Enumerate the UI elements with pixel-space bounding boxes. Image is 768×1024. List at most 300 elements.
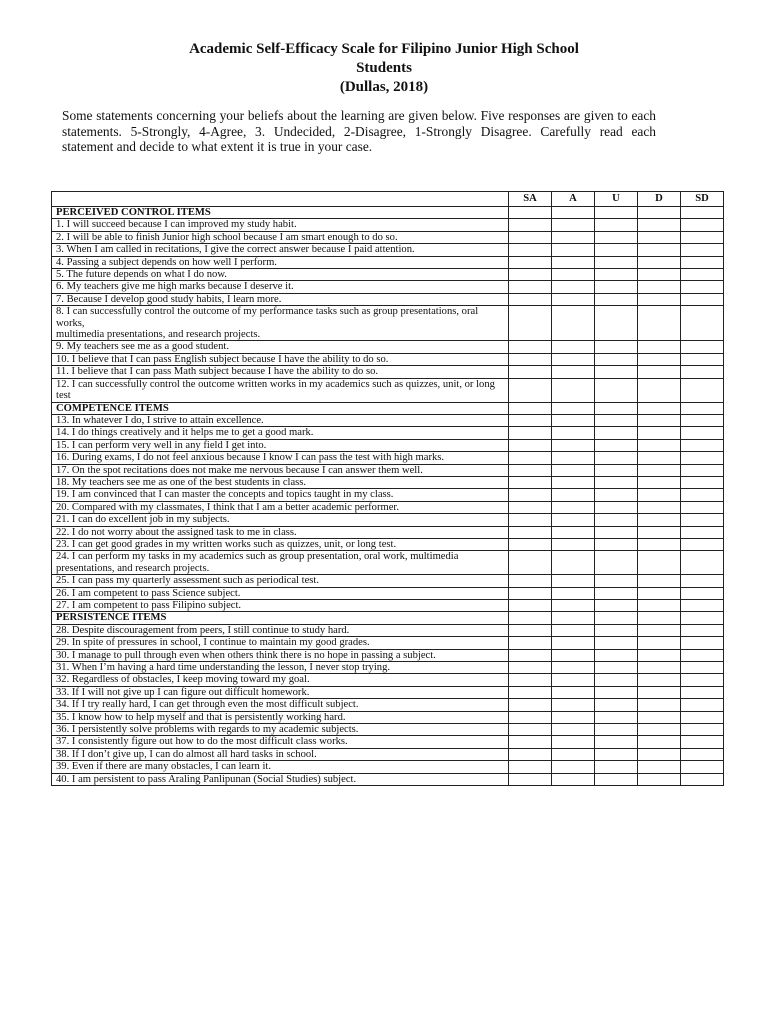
title-line-3: (Dullas, 2018) (339, 79, 429, 95)
response-cell-u[interactable] (595, 674, 638, 686)
response-cell-sd[interactable] (681, 724, 724, 736)
response-cell-sd[interactable] (681, 686, 724, 698)
response-cell-u[interactable] (595, 624, 638, 636)
statement-cell: 17. On the spot recitations does not make me nervous because I can answer them well. (52, 464, 509, 476)
response-cell-u[interactable] (595, 219, 638, 231)
response-cell-d[interactable] (638, 366, 681, 378)
response-cell-u[interactable] (595, 439, 638, 451)
response-cell-sa[interactable] (509, 244, 552, 256)
table-row (52, 244, 724, 256)
response-cell-sa[interactable] (509, 366, 552, 378)
response-cell-d (638, 402, 681, 414)
response-cell-u[interactable] (595, 761, 638, 773)
section-heading: PERSISTENCE ITEMS (52, 612, 509, 624)
response-cell-d[interactable] (638, 306, 681, 341)
response-cell-sd[interactable] (681, 244, 724, 256)
table-row (52, 748, 724, 760)
header-item-cell (52, 192, 509, 207)
response-cell-sa (509, 207, 552, 219)
response-cell-sa[interactable] (509, 256, 552, 268)
table-row (52, 281, 724, 293)
statement-cell: 7. Because I develop good study habits, I learn more. (52, 293, 509, 305)
response-cell-sa[interactable] (509, 269, 552, 281)
response-cell-u[interactable] (595, 686, 638, 698)
table-row (52, 662, 724, 674)
table-row (52, 219, 724, 231)
response-cell-u[interactable] (595, 551, 638, 575)
section-row (52, 207, 724, 219)
statement-cell: 37. I consistently figure out how to do the most difficult class works. (52, 736, 509, 748)
statement-cell: 36. I persistently solve problems with regards to my academic subjects. (52, 724, 509, 736)
response-cell-u[interactable] (595, 699, 638, 711)
response-cell-d[interactable] (638, 476, 681, 488)
table-row (52, 452, 724, 464)
response-cell-d[interactable] (638, 538, 681, 550)
table-row (52, 366, 724, 378)
response-cell-sa[interactable] (509, 414, 552, 426)
statement-cell: 38. If I don’t give up, I can do almost all hard tasks in school. (52, 748, 509, 760)
response-cell-sa[interactable] (509, 575, 552, 587)
response-cell-d[interactable] (638, 736, 681, 748)
table-row (52, 575, 724, 587)
response-cell-sd[interactable] (681, 353, 724, 365)
response-cell-d[interactable] (638, 587, 681, 599)
response-cell-sa[interactable] (509, 551, 552, 575)
response-cell-sd[interactable] (681, 341, 724, 353)
response-cell-a[interactable] (552, 281, 595, 293)
table-row (52, 711, 724, 723)
table-row (52, 293, 724, 305)
table-row (52, 674, 724, 686)
response-cell-a (552, 402, 595, 414)
response-cell-sd[interactable] (681, 219, 724, 231)
header-sd: SD (681, 192, 724, 207)
response-cell-sa[interactable] (509, 711, 552, 723)
response-cell-d[interactable] (638, 219, 681, 231)
response-cell-d[interactable] (638, 686, 681, 698)
response-cell-u[interactable] (595, 711, 638, 723)
response-cell-sd[interactable] (681, 293, 724, 305)
table-row (52, 551, 724, 575)
response-cell-d[interactable] (638, 773, 681, 785)
response-cell-u[interactable] (595, 538, 638, 550)
response-cell-sa[interactable] (509, 748, 552, 760)
statement-cell: 31. When I’m having a hard time understanding the lesson, I never stop trying. (52, 662, 509, 674)
response-cell-u[interactable] (595, 476, 638, 488)
response-cell-sd[interactable] (681, 624, 724, 636)
statement-cell: 13. In whatever I do, I strive to attain excellence. (52, 414, 509, 426)
response-cell-d[interactable] (638, 293, 681, 305)
response-cell-d[interactable] (638, 662, 681, 674)
response-cell-u[interactable] (595, 526, 638, 538)
response-cell-sd[interactable] (681, 587, 724, 599)
response-cell-sd[interactable] (681, 231, 724, 243)
response-cell-a[interactable] (552, 219, 595, 231)
statement-cell: 28. Despite discouragement from peers, I still continue to study hard. (52, 624, 509, 636)
response-cell-a[interactable] (552, 414, 595, 426)
response-cell-a[interactable] (552, 476, 595, 488)
response-cell-a[interactable] (552, 501, 595, 513)
response-cell-u[interactable] (595, 293, 638, 305)
response-cell-u[interactable] (595, 724, 638, 736)
response-cell-d[interactable] (638, 674, 681, 686)
response-cell-sd[interactable] (681, 575, 724, 587)
response-cell-sd[interactable] (681, 551, 724, 575)
response-cell-sa[interactable] (509, 353, 552, 365)
statement-cell: 24. I can perform my tasks in my academics such as group presentation, oral work, multimedia presentations, and research projects. (52, 551, 509, 575)
header-row (52, 192, 724, 207)
response-cell-sd[interactable] (681, 538, 724, 550)
response-cell-d[interactable] (638, 439, 681, 451)
document-title (60, 40, 708, 97)
response-cell-a[interactable] (552, 587, 595, 599)
statement-cell: 6. My teachers give me high marks because I deserve it. (52, 281, 509, 293)
response-cell-d[interactable] (638, 427, 681, 439)
response-cell-d[interactable] (638, 575, 681, 587)
response-cell-sa[interactable] (509, 293, 552, 305)
response-cell-sd[interactable] (681, 489, 724, 501)
response-cell-u[interactable] (595, 662, 638, 674)
scale-table (51, 191, 724, 786)
response-cell-a[interactable] (552, 761, 595, 773)
response-cell-sd[interactable] (681, 736, 724, 748)
response-cell-u[interactable] (595, 256, 638, 268)
response-cell-sa[interactable] (509, 219, 552, 231)
response-cell-sd[interactable] (681, 452, 724, 464)
statement-cell: 27. I am competent to pass Filipino subject. (52, 600, 509, 612)
response-cell-a[interactable] (552, 514, 595, 526)
response-cell-sa[interactable] (509, 427, 552, 439)
response-cell-a[interactable] (552, 489, 595, 501)
table-row (52, 649, 724, 661)
table-row (52, 600, 724, 612)
response-cell-d[interactable] (638, 724, 681, 736)
table-row (52, 736, 724, 748)
response-cell-sd[interactable] (681, 526, 724, 538)
response-cell-a[interactable] (552, 231, 595, 243)
response-cell-u[interactable] (595, 427, 638, 439)
response-cell-a[interactable] (552, 551, 595, 575)
statement-cell: 39. Even if there are many obstacles, I can learn it. (52, 761, 509, 773)
response-cell-sa[interactable] (509, 306, 552, 341)
response-cell-a[interactable] (552, 256, 595, 268)
table-row (52, 231, 724, 243)
response-cell-sd[interactable] (681, 674, 724, 686)
response-cell-a[interactable] (552, 244, 595, 256)
statement-cell: 35. I know how to help myself and that is persistently working hard. (52, 711, 509, 723)
response-cell-sa[interactable] (509, 452, 552, 464)
response-cell-d[interactable] (638, 551, 681, 575)
response-cell-d (638, 207, 681, 219)
response-cell-sa[interactable] (509, 341, 552, 353)
response-cell-sa[interactable] (509, 724, 552, 736)
response-cell-sd[interactable] (681, 269, 724, 281)
response-cell-sa[interactable] (509, 637, 552, 649)
response-cell-sa[interactable] (509, 501, 552, 513)
response-cell-a[interactable] (552, 736, 595, 748)
response-cell-sa[interactable] (509, 526, 552, 538)
response-cell-u[interactable] (595, 353, 638, 365)
response-cell-u[interactable] (595, 269, 638, 281)
table-row (52, 489, 724, 501)
table-row (52, 773, 724, 785)
table-row (52, 587, 724, 599)
response-cell-a[interactable] (552, 378, 595, 402)
response-cell-u[interactable] (595, 281, 638, 293)
table-row (52, 439, 724, 451)
response-cell-d[interactable] (638, 269, 681, 281)
response-cell-sd (681, 207, 724, 219)
response-cell-d[interactable] (638, 624, 681, 636)
response-cell-u[interactable] (595, 773, 638, 785)
response-cell-d (638, 612, 681, 624)
response-cell-sd[interactable] (681, 439, 724, 451)
response-cell-a (552, 612, 595, 624)
statement-cell: 10. I believe that I can pass English subject because I have the ability to do so. (52, 353, 509, 365)
table-row (52, 686, 724, 698)
response-cell-sd[interactable] (681, 464, 724, 476)
statement-cell: 22. I do not worry about the assigned task to me in class. (52, 526, 509, 538)
statement-cell: 15. I can perform very well in any field I get into. (52, 439, 509, 451)
response-cell-d[interactable] (638, 378, 681, 402)
response-cell-d[interactable] (638, 281, 681, 293)
response-cell-sd[interactable] (681, 699, 724, 711)
statement-cell: 11. I believe that I can pass Math subject because I have the ability to do so. (52, 366, 509, 378)
response-cell-sd[interactable] (681, 761, 724, 773)
response-cell-u[interactable] (595, 231, 638, 243)
table-row (52, 526, 724, 538)
response-cell-u[interactable] (595, 748, 638, 760)
response-cell-sd[interactable] (681, 306, 724, 341)
response-cell-d[interactable] (638, 649, 681, 661)
response-cell-d[interactable] (638, 256, 681, 268)
response-cell-u[interactable] (595, 341, 638, 353)
response-cell-a[interactable] (552, 748, 595, 760)
response-cell-u[interactable] (595, 637, 638, 649)
table-row (52, 464, 724, 476)
table-row (52, 501, 724, 513)
response-cell-d[interactable] (638, 414, 681, 426)
response-cell-u[interactable] (595, 736, 638, 748)
header-a: A (552, 192, 595, 207)
response-cell-d[interactable] (638, 761, 681, 773)
response-cell-d[interactable] (638, 526, 681, 538)
response-cell-sa[interactable] (509, 761, 552, 773)
response-cell-sd[interactable] (681, 281, 724, 293)
response-cell-u[interactable] (595, 575, 638, 587)
table-row (52, 624, 724, 636)
response-cell-sd[interactable] (681, 662, 724, 674)
response-cell-d[interactable] (638, 748, 681, 760)
response-cell-sd[interactable] (681, 414, 724, 426)
response-cell-sa[interactable] (509, 231, 552, 243)
response-cell-u[interactable] (595, 464, 638, 476)
response-cell-sa[interactable] (509, 662, 552, 674)
response-cell-u[interactable] (595, 514, 638, 526)
statement-cell: 20. Compared with my classmates, I think that I am a better academic performer. (52, 501, 509, 513)
response-cell-sa[interactable] (509, 773, 552, 785)
response-cell-d[interactable] (638, 231, 681, 243)
response-cell-d[interactable] (638, 501, 681, 513)
response-cell-a[interactable] (552, 600, 595, 612)
response-cell-u[interactable] (595, 366, 638, 378)
response-cell-u (595, 612, 638, 624)
response-cell-a[interactable] (552, 366, 595, 378)
response-cell-u[interactable] (595, 649, 638, 661)
response-cell-sd[interactable] (681, 773, 724, 785)
statement-cell: 1. I will succeed because I can improved my study habit. (52, 219, 509, 231)
response-cell-a[interactable] (552, 269, 595, 281)
response-cell-a[interactable] (552, 637, 595, 649)
response-cell-d[interactable] (638, 244, 681, 256)
response-cell-u (595, 402, 638, 414)
response-cell-a[interactable] (552, 686, 595, 698)
response-cell-a[interactable] (552, 649, 595, 661)
response-cell-a[interactable] (552, 427, 595, 439)
response-cell-u[interactable] (595, 452, 638, 464)
response-cell-a[interactable] (552, 293, 595, 305)
statement-cell: 26. I am competent to pass Science subject. (52, 587, 509, 599)
response-cell-d[interactable] (638, 452, 681, 464)
response-cell-sa[interactable] (509, 281, 552, 293)
statement-cell: 25. I can pass my quarterly assessment such as periodical test. (52, 575, 509, 587)
response-cell-d[interactable] (638, 711, 681, 723)
response-cell-sd[interactable] (681, 600, 724, 612)
response-cell-a[interactable] (552, 452, 595, 464)
table-row (52, 378, 724, 402)
response-cell-a[interactable] (552, 306, 595, 341)
response-cell-sd[interactable] (681, 637, 724, 649)
response-cell-sd[interactable] (681, 378, 724, 402)
table-row (52, 476, 724, 488)
response-cell-u[interactable] (595, 501, 638, 513)
response-cell-u[interactable] (595, 587, 638, 599)
table-row (52, 761, 724, 773)
response-cell-a[interactable] (552, 464, 595, 476)
statement-cell: 33. If I will not give up I can figure out difficult homework. (52, 686, 509, 698)
response-cell-sa[interactable] (509, 538, 552, 550)
table-row (52, 724, 724, 736)
response-cell-sa[interactable] (509, 378, 552, 402)
response-cell-sa (509, 402, 552, 414)
response-cell-sa[interactable] (509, 674, 552, 686)
statement-cell: 4. Passing a subject depends on how well I perform. (52, 256, 509, 268)
table-row (52, 538, 724, 550)
response-cell-a[interactable] (552, 575, 595, 587)
statement-cell: 14. I do things creatively and it helps me to get a good mark. (52, 427, 509, 439)
response-cell-sd[interactable] (681, 427, 724, 439)
header-d: D (638, 192, 681, 207)
section-row (52, 612, 724, 624)
table-row (52, 341, 724, 353)
statement-cell: 8. I can successfully control the outcome of my performance tasks such as group presentations, oral works, multimedia presentations, and research projects. (52, 306, 509, 341)
response-cell-a (552, 207, 595, 219)
table-row (52, 269, 724, 281)
response-cell-d[interactable] (638, 353, 681, 365)
response-cell-a[interactable] (552, 711, 595, 723)
section-heading: PERCEIVED CONTROL ITEMS (52, 207, 509, 219)
response-cell-sd[interactable] (681, 366, 724, 378)
response-cell-sa[interactable] (509, 624, 552, 636)
statement-cell: 12. I can successfully control the outcome written works in my academics such as quizzes, unit, or long test (52, 378, 509, 402)
response-cell-a[interactable] (552, 341, 595, 353)
response-cell-sd[interactable] (681, 649, 724, 661)
table-body (52, 207, 724, 786)
response-cell-u[interactable] (595, 244, 638, 256)
response-cell-d[interactable] (638, 637, 681, 649)
response-cell-u[interactable] (595, 378, 638, 402)
response-cell-sd[interactable] (681, 256, 724, 268)
title-line-1: Academic Self-Efficacy Scale for Filipino Junior High School (189, 41, 579, 57)
response-cell-sd[interactable] (681, 501, 724, 513)
response-cell-a[interactable] (552, 526, 595, 538)
response-cell-sd[interactable] (681, 711, 724, 723)
section-heading: COMPETENCE ITEMS (52, 402, 509, 414)
response-cell-d[interactable] (638, 341, 681, 353)
statement-cell: 9. My teachers see me as a good student. (52, 341, 509, 353)
response-cell-sa[interactable] (509, 476, 552, 488)
statement-cell: 5. The future depends on what I do now. (52, 269, 509, 281)
response-cell-u[interactable] (595, 489, 638, 501)
response-cell-sa[interactable] (509, 439, 552, 451)
response-cell-d[interactable] (638, 514, 681, 526)
response-cell-u (595, 207, 638, 219)
response-cell-a[interactable] (552, 538, 595, 550)
response-cell-u[interactable] (595, 600, 638, 612)
response-cell-sa[interactable] (509, 736, 552, 748)
response-cell-sd[interactable] (681, 514, 724, 526)
response-cell-sa[interactable] (509, 489, 552, 501)
response-cell-sd[interactable] (681, 748, 724, 760)
statement-cell: 30. I manage to pull through even when others think there is no hope in passing a subject. (52, 649, 509, 661)
response-cell-a[interactable] (552, 662, 595, 674)
response-cell-sa[interactable] (509, 464, 552, 476)
statement-cell: 23. I can get good grades in my written works such as quizzes, unit, or long test. (52, 538, 509, 550)
response-cell-a[interactable] (552, 439, 595, 451)
response-cell-sd (681, 402, 724, 414)
response-cell-a[interactable] (552, 773, 595, 785)
response-cell-a[interactable] (552, 724, 595, 736)
table-row (52, 699, 724, 711)
response-cell-sa[interactable] (509, 649, 552, 661)
response-cell-a[interactable] (552, 674, 595, 686)
response-cell-sa[interactable] (509, 514, 552, 526)
response-cell-d[interactable] (638, 489, 681, 501)
table-row (52, 306, 724, 341)
response-cell-u[interactable] (595, 306, 638, 341)
table-row (52, 414, 724, 426)
table-row (52, 256, 724, 268)
response-cell-d[interactable] (638, 600, 681, 612)
response-cell-d[interactable] (638, 699, 681, 711)
response-cell-u[interactable] (595, 414, 638, 426)
header-u: U (595, 192, 638, 207)
response-cell-a[interactable] (552, 624, 595, 636)
table-row (52, 637, 724, 649)
response-cell-sa[interactable] (509, 587, 552, 599)
response-cell-sd[interactable] (681, 476, 724, 488)
response-cell-a[interactable] (552, 699, 595, 711)
response-cell-sa[interactable] (509, 600, 552, 612)
statement-cell: 29. In spite of pressures in school, I continue to maintain my good grades. (52, 637, 509, 649)
statement-cell: 19. I am convinced that I can master the concepts and topics taught in my class. (52, 489, 509, 501)
response-cell-d[interactable] (638, 464, 681, 476)
response-cell-sa[interactable] (509, 686, 552, 698)
response-cell-sa[interactable] (509, 699, 552, 711)
statement-cell: 16. During exams, I do not feel anxious because I know I can pass the test with high marks. (52, 452, 509, 464)
response-cell-a[interactable] (552, 353, 595, 365)
instructions-paragraph: Some statements concerning your beliefs about the learning are given below. Five responses are given to each statements. 5-Strongly, 4-Agree, 3. Undecided, 2-Disagree, 1-Strongly Disagree. Carefully read each statement and decide to what extent it is true in your case. (62, 108, 656, 154)
